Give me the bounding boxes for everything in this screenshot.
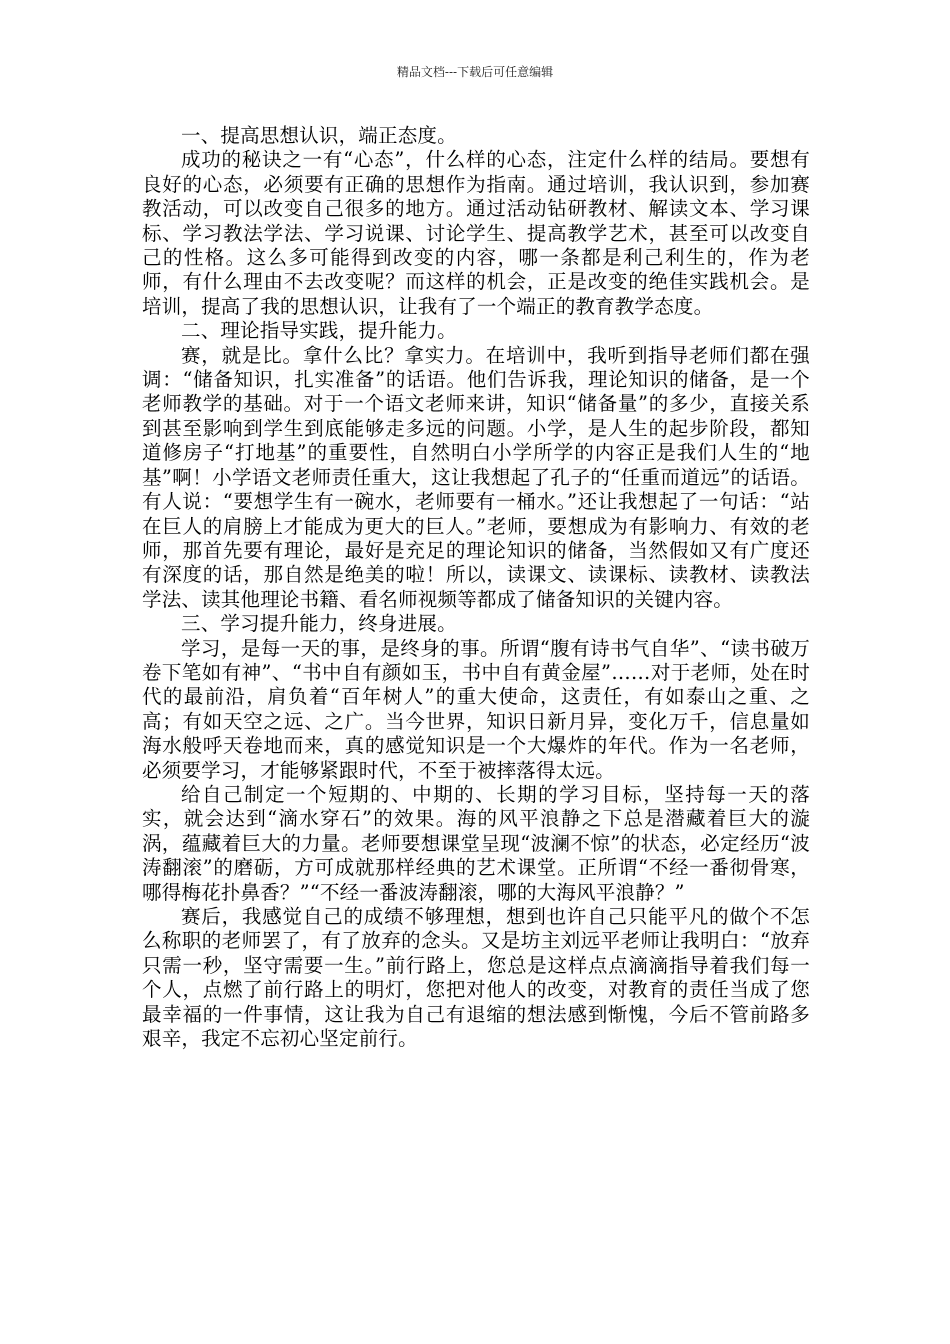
- section-heading-3: 三、学习提升能力，终身进展。: [181, 612, 457, 636]
- paragraph-mindset: 成功的秘诀之一有“心态”，什么样的心态，注定什么样的结局。要想有良好的心态，必须要有正确的思想作为指南。通过培训，我认识到，参加赛教活动，可以改变自己很多的地方。通过活动钻研教材、解读文本、学习课标、学习教法学法、学习说课、讨论学生、提高教学艺术，甚至可以改变自己的性格。这么多可能得到改变的内容，哪一条都是利己利生的，作为老师，有什么理由不去改变呢？而这样的机会，正是改变的绝佳实践机会。是培训，提高了我的思想认识，让我有了一个端正的教育教学态度。: [142, 148, 810, 318]
- section-heading-1: 一、提高思想认识，端正态度。: [181, 124, 457, 147]
- paragraph-lifelong-learning: 学习，是每一天的事，是终身的事。所谓“腹有诗书气自华”、“读书破万卷下笔如有神”、“书中自有颜如玉，书中自有黄金屋”……对于老师，处在时代的最前沿，肩负着“百年树人”的重大使命，这责任，有如泰山之重、之高；有如天空之远、之广。当今世界，知识日新月异，变化万千，信息量如海水般呼天卷地而来，真的感觉知识是一个大爆炸的年代。作为一名老师，必须要学习，才能够紧跟时代，不至于被摔落得太远。: [142, 636, 810, 782]
- section-heading-2: 二、理论指导实践，提升能力。: [181, 319, 457, 343]
- paragraph-learning-goals: 给自己制定一个短期的、中期的、长期的学习目标，坚持每一天的落实，就会达到“滴水穿石”的效果。海的风平浪静之下总是潜藏着巨大的漩涡，蕴藏着巨大的力量。老师要想课堂呈现“波澜不惊”的状态，必定经历“波涛翻滚”的磨砺，方可成就那样经典的艺术课堂。正所谓“不经一番彻骨寒，哪得梅花扑鼻香？”“不经一番波涛翻滚，哪的大海风平浪静？”: [142, 782, 810, 904]
- paragraph-theory: 赛，就是比。拿什么比？拿实力。在培训中，我听到指导老师们都在强调：“储备知识，扎实准备”的话语。他们告诉我，理论知识的储备，是一个老师教学的基础。对于一个语文老师来讲，知识“储备量”的多少，直接关系到甚至影响到学生到底能够走多远的问题。小学，是人生的起步阶段，都知道修房子“打地基”的重要性，自然明白小学所学的内容正是我们人生的“地基”啊！小学语文老师责任重大，这让我想起了孔子的“任重而道远”的话语。有人说：“要想学生有一碗水，老师要有一桶水。”还让我想起了一句话：“站在巨人的肩膀上才能成为更大的巨人。”老师，要想成为有影响力、有效的老师，那首先要有理论，最好是充足的理论知识的储备，当然假如又有广度还有深度的话，那自然是绝美的啦！所以，读课文、读课标、读教材、读教法学法、读其他理论书籍、看名师视频等都成了储备知识的关键内容。: [142, 343, 810, 611]
- page-header: 精品文档---下载后可任意编辑: [396, 65, 554, 79]
- paragraph-reflection: 赛后，我感觉自己的成绩不够理想，想到也许自己只能平凡的做个不怎么称职的老师罢了，有了放弃的念头。又是坊主刘远平老师让我明白：“放弃只需一秒，坚守需要一生。”前行路上，您总是这样点点滴滴指导着我们每一个人，点燃了前行路上的明灯，您把对他人的改变，对教育的责任当成了您最幸福的一件事情，这让我为自己有退缩的想法感到惭愧，今后不管前路多艰辛，我定不忘初心坚定前行。: [142, 905, 810, 1051]
- document-body: [142, 124, 810, 1051]
